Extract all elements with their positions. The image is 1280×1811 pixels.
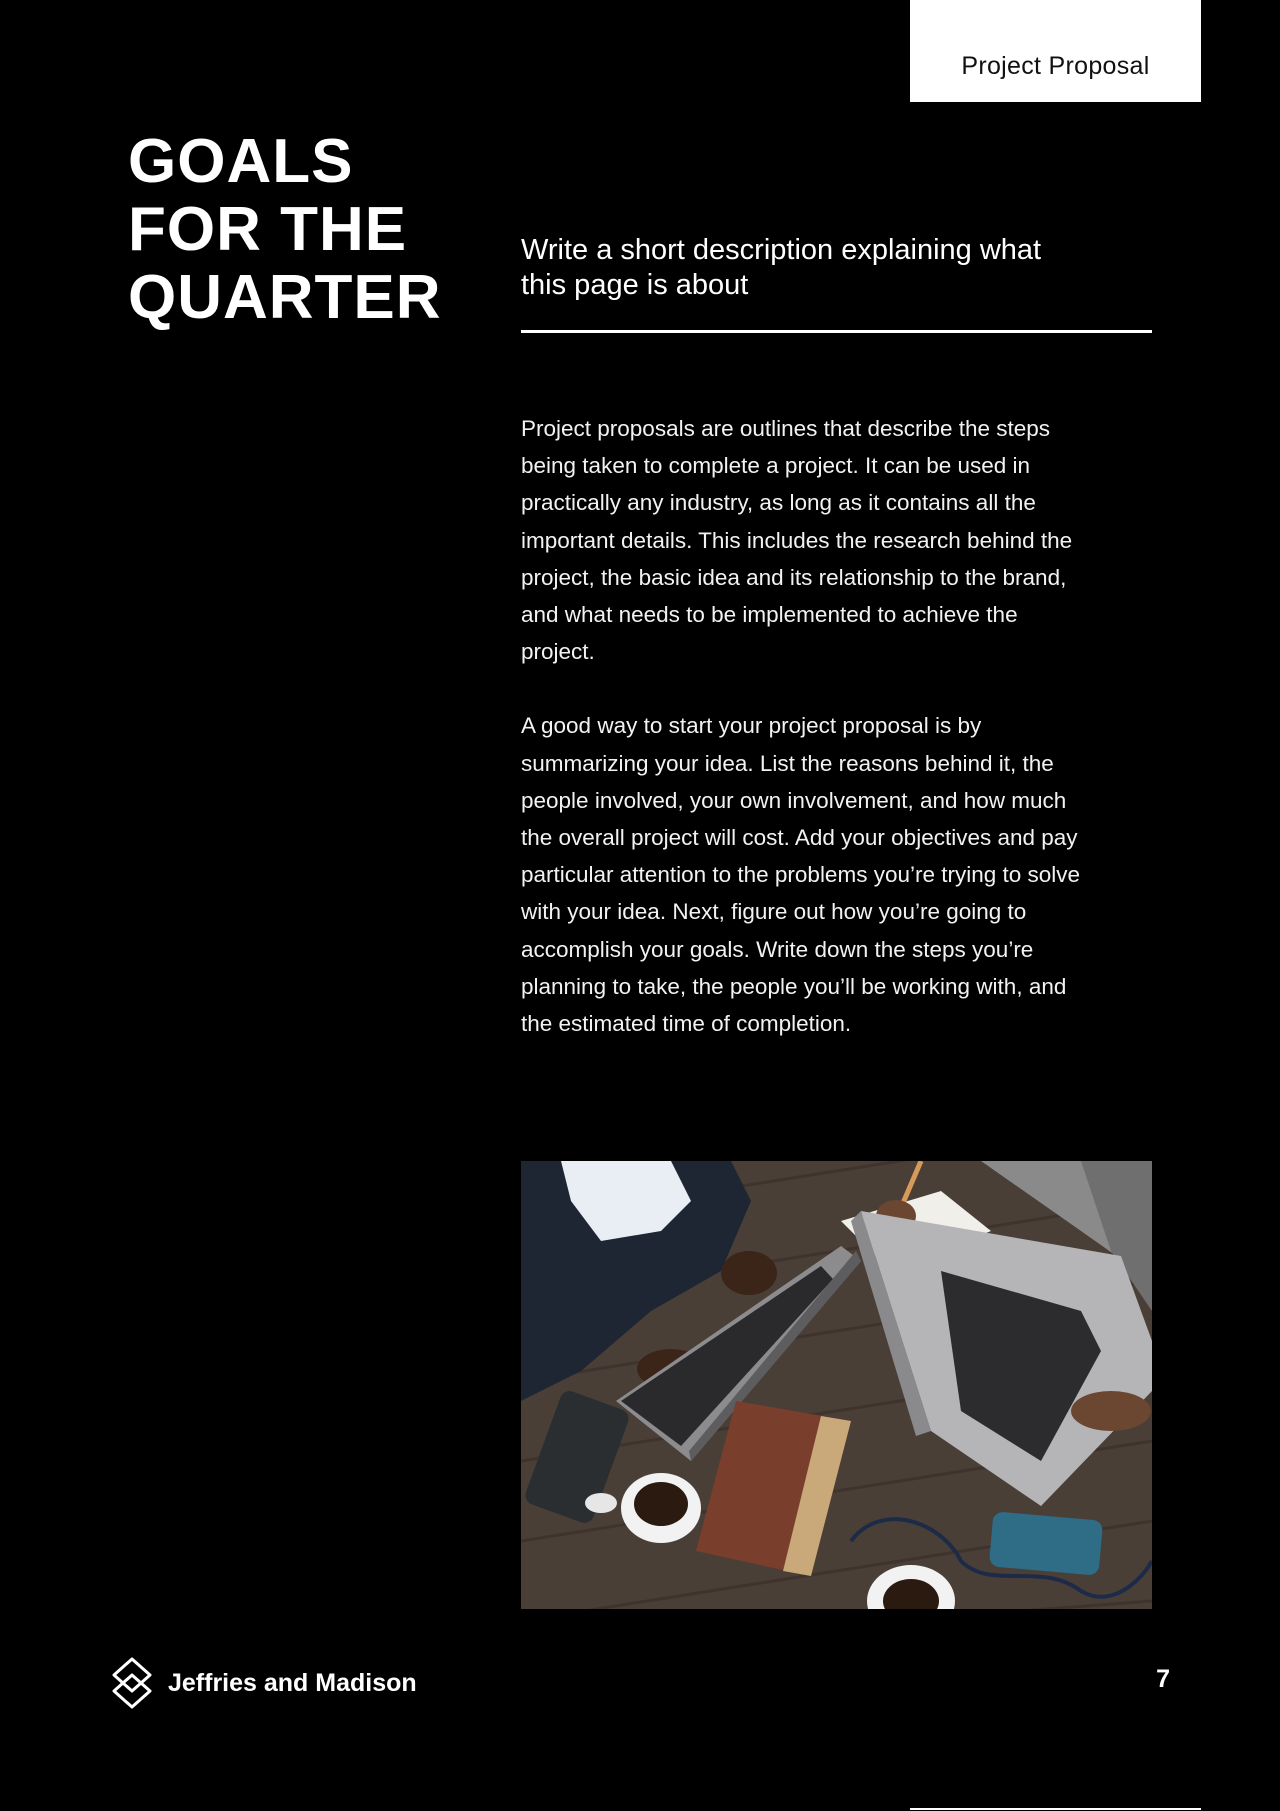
body-paragraph-1: Project proposals are outlines that describe the steps being taken to complete a project. It can be used in practically any industry, as long as it contains all the important details. This includes the research behind the project, the basic idea and its relationship to the brand, and what needs to be implemented to achieve the project. [521, 416, 1073, 665]
page-subtitle: Write a short description explaining what this page is about [521, 234, 1042, 301]
page-title-line-3: QUARTER [128, 263, 442, 332]
page-title-line-1: GOALS [128, 127, 354, 196]
page-title-line-2: FOR THE [128, 195, 408, 264]
header-tab-label: Project Proposal [910, 0, 1201, 102]
body-paragraph-2: A good way to start your project proposal is by summarizing your idea. List the reasons behind it, the people involved, your own involvement, and how much the overall project will cost. Add your objectives and pay particular attention to the problems you’re trying to solve with your idea. Next, figure out how you’re going to accomplish your goals. Write down the steps you’re planning to take, the people you’ll be working with, and the estimated time of completion. [521, 713, 1081, 1037]
page-number: 7 [1156, 1665, 1170, 1693]
diamond-logo-icon [110, 1657, 154, 1709]
brand-name: Jeffries and Madison [168, 1668, 417, 1697]
bottom-rule [910, 1808, 1201, 1810]
footer-brand [110, 1657, 417, 1709]
page-title [128, 128, 442, 332]
subtitle-divider [521, 330, 1152, 333]
body-text [521, 410, 1081, 1079]
meeting-photo [521, 1161, 1152, 1609]
